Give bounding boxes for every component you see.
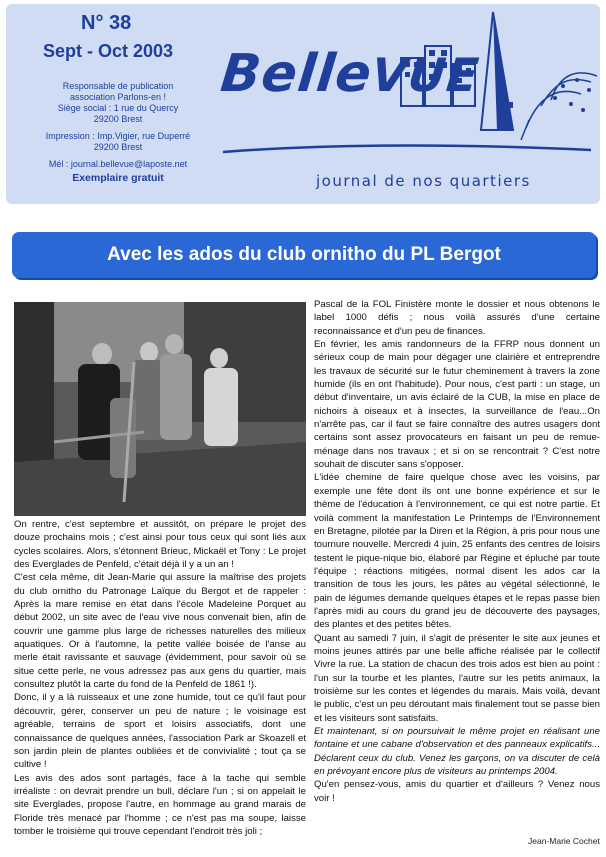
article-paragraph: En février, les amis randonneurs de la FFRP nous donnent un sérieux coup de main pour dégager une clairière et entreprendre les travaux de sécurité sur le futur cheminement à travers la zone humide (ils en ont l'habitude). Pour nous, c'est parti : un stage, un début d'inventaire, un avis éclairé de la CUB, la mise en place de nichoirs à oiseaux et à insectes, la surveillance de l'eau...On n'arrête pas, car il faut se faire connaître des autres usagers dont certains sont assez provocateurs en faisant un peu de remue-ménage dans nos travaux ; et si on se rencontrait ? C'est notre souhait de discuter sans s'opposer. [314,339,600,471]
publication-line: Impression : Imp.Vigier, rue Duperré [45,131,191,141]
article-paragraph: Pascal de la FOL Finistère monte le dossier et nous obtenons le label 1000 défis ; nous voilà assurés d'une certaine reconnaissance et d'un peu de finances. [314,299,600,337]
article-paragraph: Les avis des ados sont partagés, face à la tache qui semble irréaliste : on devrait prendre un bull, déclare l'un ; si on appelait le site Everglades, propose l'autre, en hommage au grand marais de Floride très menacé par l'homme ; ce n'est pas ma soupe, laisse tomber le troisième qui trouve cependant l'endroit très joli ; [14,772,306,837]
article-paragraph: Donc, il y a là ruisseaux et une zone humide, tout ce qu'il faut pour découvrir, gérer, conserver un peu de nature ; le voisinage est agréable, terrains de sport et loisirs associatifs, dont une connaissance de quelques années, l'association Park ar Skoazell et son jardin plein de plantes oubliées et de convivialité ; tout ça se cultive ! [14,692,306,771]
article-title: Avec les ados du club ornitho du PL Bergot [107,244,501,265]
publication-line: association Parlons-en ! [69,92,167,102]
newspaper-subtitle: journal de nos quartiers [316,172,531,190]
publication-line: Siège social : 1 rue du Quercy [57,103,179,113]
contact-email: Mél : journal.bellevue@laposte.net [48,159,188,169]
article-paragraph: Quant au samedi 7 juin, il s'agit de présenter le site aux jeunes et moins jeunes attirés par une belle affiche réalisée par le collectif Vivre la rue. La station de chacun des trois ados est bien au point : l'un sur la tourbe et les plantes, l'autre sur les petits animaux, la troisième sur les contes et légendes du marais. Mais voilà, devant le public, c'est un peu déroutant mais finalement tout se passe bien et les visiteurs sont satisfaits. [314,632,600,724]
article-left-column [14,518,306,838]
issue-number: N° 38 [81,12,132,34]
article-paragraph: Et maintenant, si on poursuivait le même projet en réalisant une fontaine et une cabane d'observation et des panneaux explicatifs... Déclarent ceux du club. Venez les garçons, on va discuter de celà en prévoyant encore plus de visiteurs au printemps 2004. [314,726,600,778]
publication-info [18,81,218,184]
masthead [6,4,600,204]
issue-dates: Sept - Oct 2003 [43,41,174,61]
newspaper-logo-text [218,44,483,104]
article-paragraph: L'idée chemine de faire quelque chose avec les voisins, par exemple une fête dont ils ont une bonne expérience et sur le thème de l'éducation à l'environnement, ce qui est notre partie. Et voilà comment la manifestation Le Printemps de l'Environnement en Bretagne, pilotée par la Diren et la Région, à pris pour nous une tournure nouvelle. Mercredi 4 juin, 25 enfants des centres de loisirs testent le pique-nique bio, élaboré par Régine et épluché par toute l'équipe ; réactions mitigées, normal disent les ados car la transition de tous les jours, les pâtes au végétal sélectionné, le pain de légumes demande quelques étapes et le repas passe bien l'après midi au cours du grand jeu de découverte des paysages, des plantes et des petites bêtes. [314,472,600,631]
article-title-banner [12,232,596,278]
article-paragraph: On rentre, c'est septembre et aussitôt, on prépare le projet des douze prochains mois ; c'est ainsi pour tous ceux qui sont liés aux cycles scolaires. Alors, s'étonnent Brieuc, Mickaël et Tony : Le projet des Everglades de Penfeld, c'était déjà il y a un an ! [14,519,306,571]
logo-belle: Belle [217,44,375,104]
group-photo [14,302,306,516]
publication-line: 29200 Brest [93,142,143,152]
publication-line: 29200 Brest [93,114,143,124]
author-signature: Jean-Marie Cochet [528,836,600,846]
logo-vue: VUE [368,48,482,102]
article-paragraph: Qu'en pensez-vous, amis du quartier et d'ailleurs ? Venez nous voir ! [314,779,600,804]
article-paragraph: C'est cela même, dit Jean-Marie qui assure la maîtrise des projets du club ornitho du Patronage Laïque du Bergot et de rappeler : Après la mare remise en état dans l'école Madeleine Porquet au début 2002, un site avec de l'eau vive nous convenait bien, afin de couvrir une gamme plus large de richesses naturelles des milieux aquatiques. Or à l'automne, la petite vallée boisée de l'anse au merle était ravissante et sauvage (évidemment, pour savoir où se situe cette perle, ne vous adressez pas aux gens du quartier, mais consultez plutôt la carte du fond de la Penfeld de 1861 !). [14,572,306,691]
free-copy-label: Exemplaire gratuit [72,172,164,184]
article-right-column [314,298,600,805]
publication-line: Responsable de publication [62,81,174,91]
